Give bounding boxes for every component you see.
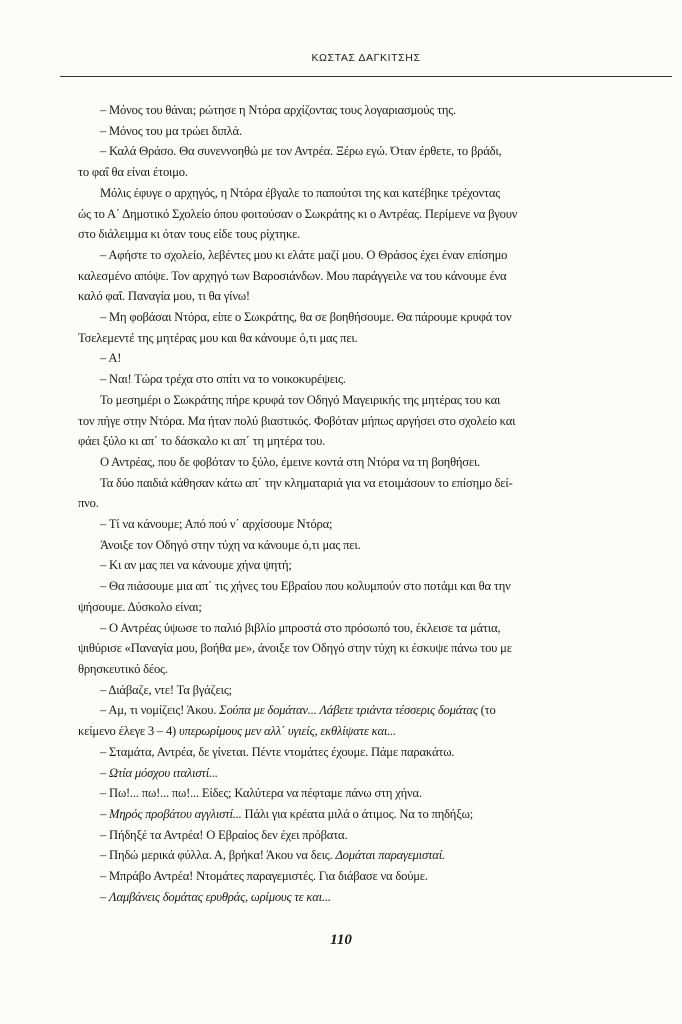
text-segment: ψιθύρισε «Παναγία μου, βοήθα με», άνοιξε τον Οδηγό στην τύχη κι έσκυψε πάνω του με <box>78 641 512 656</box>
text-line <box>78 411 678 432</box>
text-segment: – Αμ, τι νομίζεις! Άκου. <box>100 703 220 718</box>
text-segment: – Κι αν μας πει να κάνουμε χήνα ψητή; <box>100 558 292 573</box>
text-segment: – Πηδώ μερικά φύλλα. Α, βρήκα! Άκου να δεις. <box>100 848 336 863</box>
text-line <box>78 348 678 369</box>
text-line <box>78 783 678 804</box>
text-line <box>78 700 678 721</box>
body-text <box>78 100 678 907</box>
text-segment: – Μη φοβάσαι Ντόρα, είπε ο Σωκράτης, θα σε βοηθήσουμε. Θα πάρουμε κρυφά τον <box>100 310 512 325</box>
text-line <box>78 597 678 618</box>
text-segment: ψήσουμε. Δύσκολο είναι; <box>78 599 202 614</box>
text-line <box>78 141 678 162</box>
text-line <box>78 493 678 514</box>
text-segment: στο διάλειμμα κι όταν τους είδε τους ρίχτηκε. <box>78 227 301 242</box>
text-line <box>78 555 678 576</box>
text-segment: Το μεσημέρι ο Σωκράτης πήρε κρυφά τον Οδηγό Μαγειρικής της μητέρας του και <box>100 392 501 407</box>
text-line <box>78 121 678 142</box>
text-segment: – <box>100 806 110 821</box>
text-segment: – Μόνος του μα τρώει διπλά. <box>100 123 242 138</box>
text-segment: – Διάβαζε, ντε! Τα βγάζεις; <box>100 682 232 697</box>
text-segment: – Καλά Θράσο. Θα συνεννοηθώ με τον Αντρέα. Ξέρω εγώ. Όταν έρθετε, το βράδι, <box>100 144 502 159</box>
text-segment: καλό φαΐ. Παναγία μου, τι θα γίνω! <box>78 289 250 304</box>
text-line <box>78 535 678 556</box>
italic-text-segment: Σούπα με δομάταν... Λάβετε τριάντα τέσσερις δομάτας <box>219 703 478 718</box>
text-segment: θρησκευτικό δέος. <box>78 661 168 676</box>
text-segment: – Μπράβο Αντρέα! Ντομάτες παραγεμιστές. Για διάβασε να δούμε. <box>100 869 428 884</box>
text-line <box>78 266 678 287</box>
text-segment: Άνοιξε τον Οδηγό στην τύχη να κάνουμε ό,τι μας πει. <box>100 537 361 552</box>
text-segment: Ο Αντρέας, που δε φοβόταν το ξύλο, έμεινε κοντά στη Ντόρα να τη βοηθήσει. <box>100 454 481 469</box>
text-line <box>78 618 678 639</box>
text-line <box>78 680 678 701</box>
text-segment: πνο. <box>78 496 99 511</box>
header-rule <box>60 76 672 77</box>
text-line <box>78 887 678 908</box>
italic-text-segment: Λαμβάνεις δομάτας ερυθράς, ωρίμους τε και... <box>109 889 331 904</box>
text-line <box>78 638 678 659</box>
text-line <box>78 659 678 680</box>
running-header: ΚΩΣΤΑΣ ΔΑΓΚΙΤΣΗΣ <box>311 52 421 64</box>
text-segment: – Αφήστε το σχολείο, λεβέντες μου κι ελάτε μαζί μου. Ο Θράσος έχει έναν επίσημο <box>100 247 508 262</box>
text-line <box>78 866 678 887</box>
text-segment: καλεσμένο απόψε. Τον αρχηγό των Βαροσιάνδων. Μου παράγγειλε να του κάνουμε ένα <box>78 268 507 283</box>
text-segment: – Μόνος του θάναι; ρώτησε η Ντόρα αρχίζοντας τους λογαριασμούς της. <box>100 103 456 117</box>
text-line <box>78 804 678 825</box>
text-segment: Μόλις έφυγε ο αρχηγός, η Ντόρα έβγαλε το παπούτσι της και κατέβηκε τρέχοντας <box>100 185 501 200</box>
text-line <box>78 431 678 452</box>
text-segment: – Τί να κάνουμε; Από πού ν΄ αρχίσουμε Ντόρα; <box>100 517 333 532</box>
text-segment: – Πήδηξέ τα Αντρέα! Ο Εβραίος δεν έχει πρόβατα. <box>100 827 348 842</box>
text-segment: το φαΐ θα είναι έτοιμο. <box>78 165 188 180</box>
text-segment: – <box>100 765 110 780</box>
text-line <box>78 100 678 121</box>
text-line <box>78 245 678 266</box>
text-line <box>78 224 678 245</box>
text-line <box>78 369 678 390</box>
text-line <box>78 390 678 411</box>
text-line <box>78 286 678 307</box>
text-line <box>78 825 678 846</box>
text-segment: – <box>100 889 110 904</box>
text-segment: – Πω!... πω!... πω!... Είδες; Καλύτερα να πέφταμε πάνω στη χήνα. <box>100 786 422 801</box>
text-line <box>78 452 678 473</box>
text-line <box>78 183 678 204</box>
text-segment: Τα δύο παιδιά κάθησαν κάτω απ΄ την κληματαριά για να ετοιμάσουν το επίσημο δεί- <box>100 475 513 490</box>
text-line <box>78 328 678 349</box>
text-line <box>78 204 678 225</box>
italic-text-segment: Ωτία μόσχου ιταλιστί... <box>109 765 218 780</box>
italic-text-segment: Δομάται παραγεμισταί. <box>335 848 445 863</box>
text-segment: τον πήγε στην Ντόρα. Μα ήταν πολύ βιαστικός. Φοβόταν μήπως αργήσει στο σχολείο και <box>78 413 516 428</box>
text-line <box>78 763 678 784</box>
text-segment: ώς το Α΄ Δημοτικό Σχολείο όπου φοιτούσαν ο Σωκράτης κι ο Αντρέας. Περίμενε να βγουν <box>78 206 518 221</box>
text-line <box>78 514 678 535</box>
text-line <box>78 576 678 597</box>
text-line <box>78 162 678 183</box>
text-segment: – Ο Αντρέας ύψωσε το παλιό βιβλίο μπροστά στο πρόσωπό του, έκλεισε τα μάτια, <box>100 620 501 635</box>
text-segment: (το <box>477 703 496 718</box>
text-segment: – Ναι! Τώρα τρέχα στο σπίτι να το νοικοκυρέψεις. <box>100 372 346 387</box>
text-segment: Τσελεμεντέ της μητέρας μου και θα κάνουμε ό,τι μας πει. <box>78 330 358 345</box>
text-segment: φάει ξύλο κι απ΄ το δάσκαλο κι απ΄ τη μητέρα του. <box>78 434 326 449</box>
text-segment: κείμενο έλεγε 3 – 4) <box>78 724 180 739</box>
text-line <box>78 307 678 328</box>
text-line <box>78 845 678 866</box>
page-number: 110 <box>330 932 352 948</box>
text-segment: – Σταμάτα, Αντρέα, δε γίνεται. Πέντε ντομάτες έχουμε. Πάμε παρακάτω. <box>100 744 455 759</box>
italic-text-segment: Μηρός προβάτου αγγλιστί... <box>109 806 242 821</box>
text-segment: – Θα πιάσουμε μια απ΄ τις χήνες του Εβραίου που κολυμπούν στο ποτάμι και θα την <box>100 579 511 594</box>
text-line <box>78 742 678 763</box>
text-line <box>78 721 678 742</box>
text-segment: – Α! <box>100 351 122 366</box>
italic-text-segment: υπερωρίμους μεν αλλ΄ υγιείς, εκθλίψατε και... <box>179 724 396 739</box>
text-segment: Πάλι για κρέατα μιλά ο άτιμος. Να το πηδήξω; <box>241 806 473 821</box>
text-line <box>78 473 678 494</box>
